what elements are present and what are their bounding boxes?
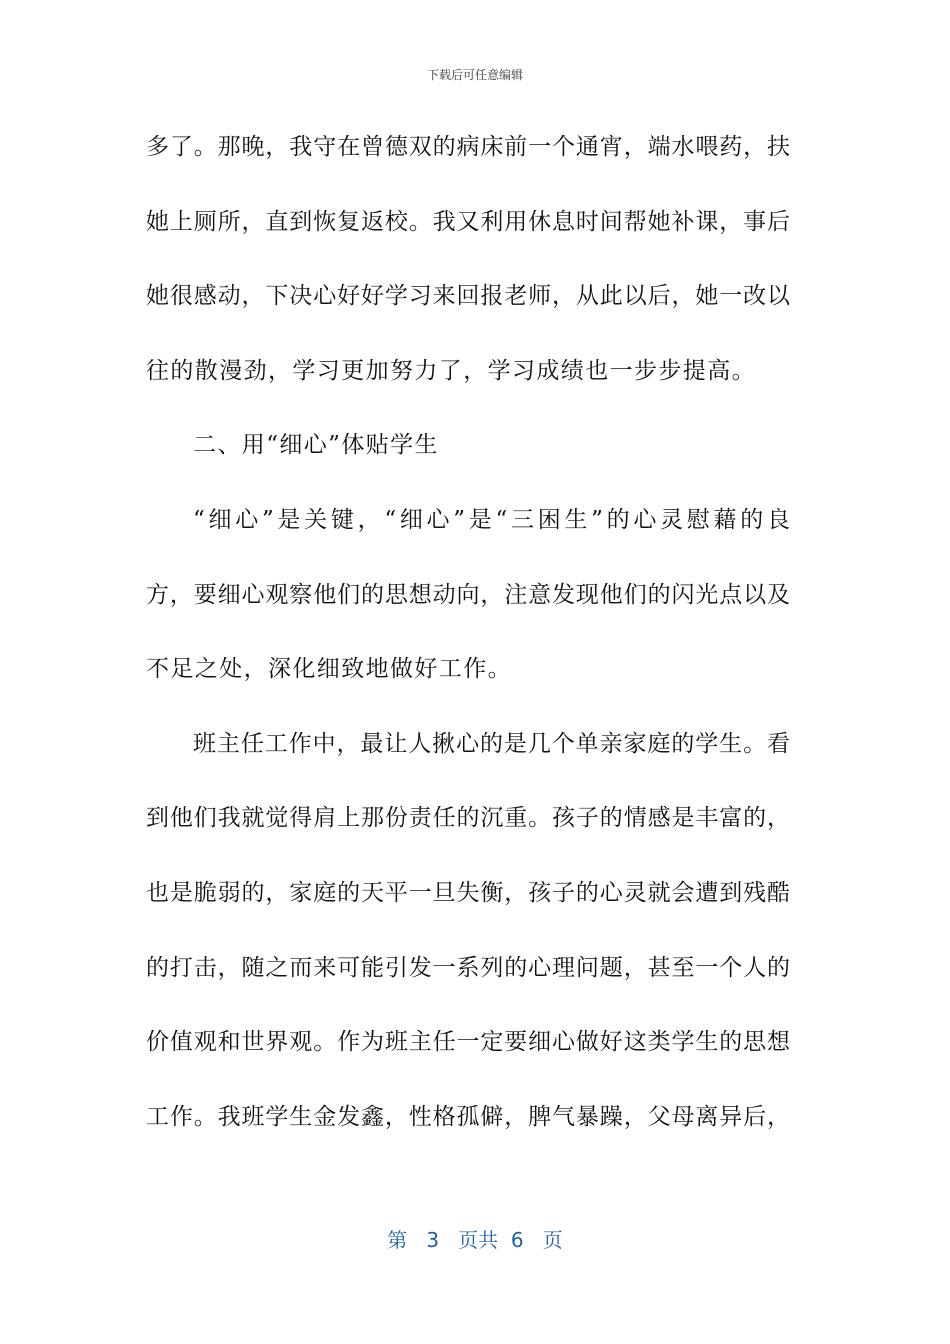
text-line: 方，要细心观察他们的思想动向，注意发现他们的闪光点以及 — [146, 581, 790, 608]
text-line: 的打击，随之而来可能引发一系列的心理问题，甚至一个人的 — [146, 954, 790, 981]
text-line: 到他们我就觉得肩上那份责任的沉重。孩子的情感是丰富的， — [146, 805, 790, 832]
page-header: 下载后可任意编辑 — [426, 68, 523, 82]
text-line: “细心”是关键，“细心”是“三困生”的心灵慰藉的良 — [193, 506, 790, 533]
text-line: 不足之处，深化细致地做好工作。 — [146, 656, 512, 683]
page-footer — [0, 1224, 950, 1253]
current-page-number: 3 — [426, 1228, 440, 1252]
text-line: 她很感动，下决心好好学习来回报老师，从此以后，她一改以 — [146, 283, 790, 310]
text-line: 多了。那晚，我守在曾德双的病床前一个通宵，端水喂药，扶 — [146, 134, 790, 160]
text-line: 价值观和世界观。作为班主任一定要细心做好这类学生的思想 — [146, 1029, 790, 1056]
text-line: 她上厕所，直到恢复返校。我又利用休息时间帮她补课，事后 — [146, 208, 790, 235]
section-heading: 二、用“细心”体贴学生 — [193, 432, 439, 459]
footer-prefix: 第 — [387, 1228, 408, 1252]
text-line: 班主任工作中，最让人揪心的是几个单亲家庭的学生。看 — [193, 730, 790, 757]
text-line: 也是脆弱的，家庭的天平一旦失衡，孩子的心灵就会遭到残酷 — [146, 879, 790, 906]
footer-middle: 页共 — [458, 1228, 499, 1252]
total-pages-number: 6 — [510, 1228, 524, 1252]
text-line: 往的散漫劲，学习更加努力了，学习成绩也一步步提高。 — [146, 357, 756, 384]
text-line: 工作。我班学生金发鑫，性格孤僻，脾气暴躁，父母离异后， — [146, 1103, 790, 1130]
footer-suffix: 页 — [542, 1228, 563, 1252]
document-body — [146, 123, 790, 1167]
